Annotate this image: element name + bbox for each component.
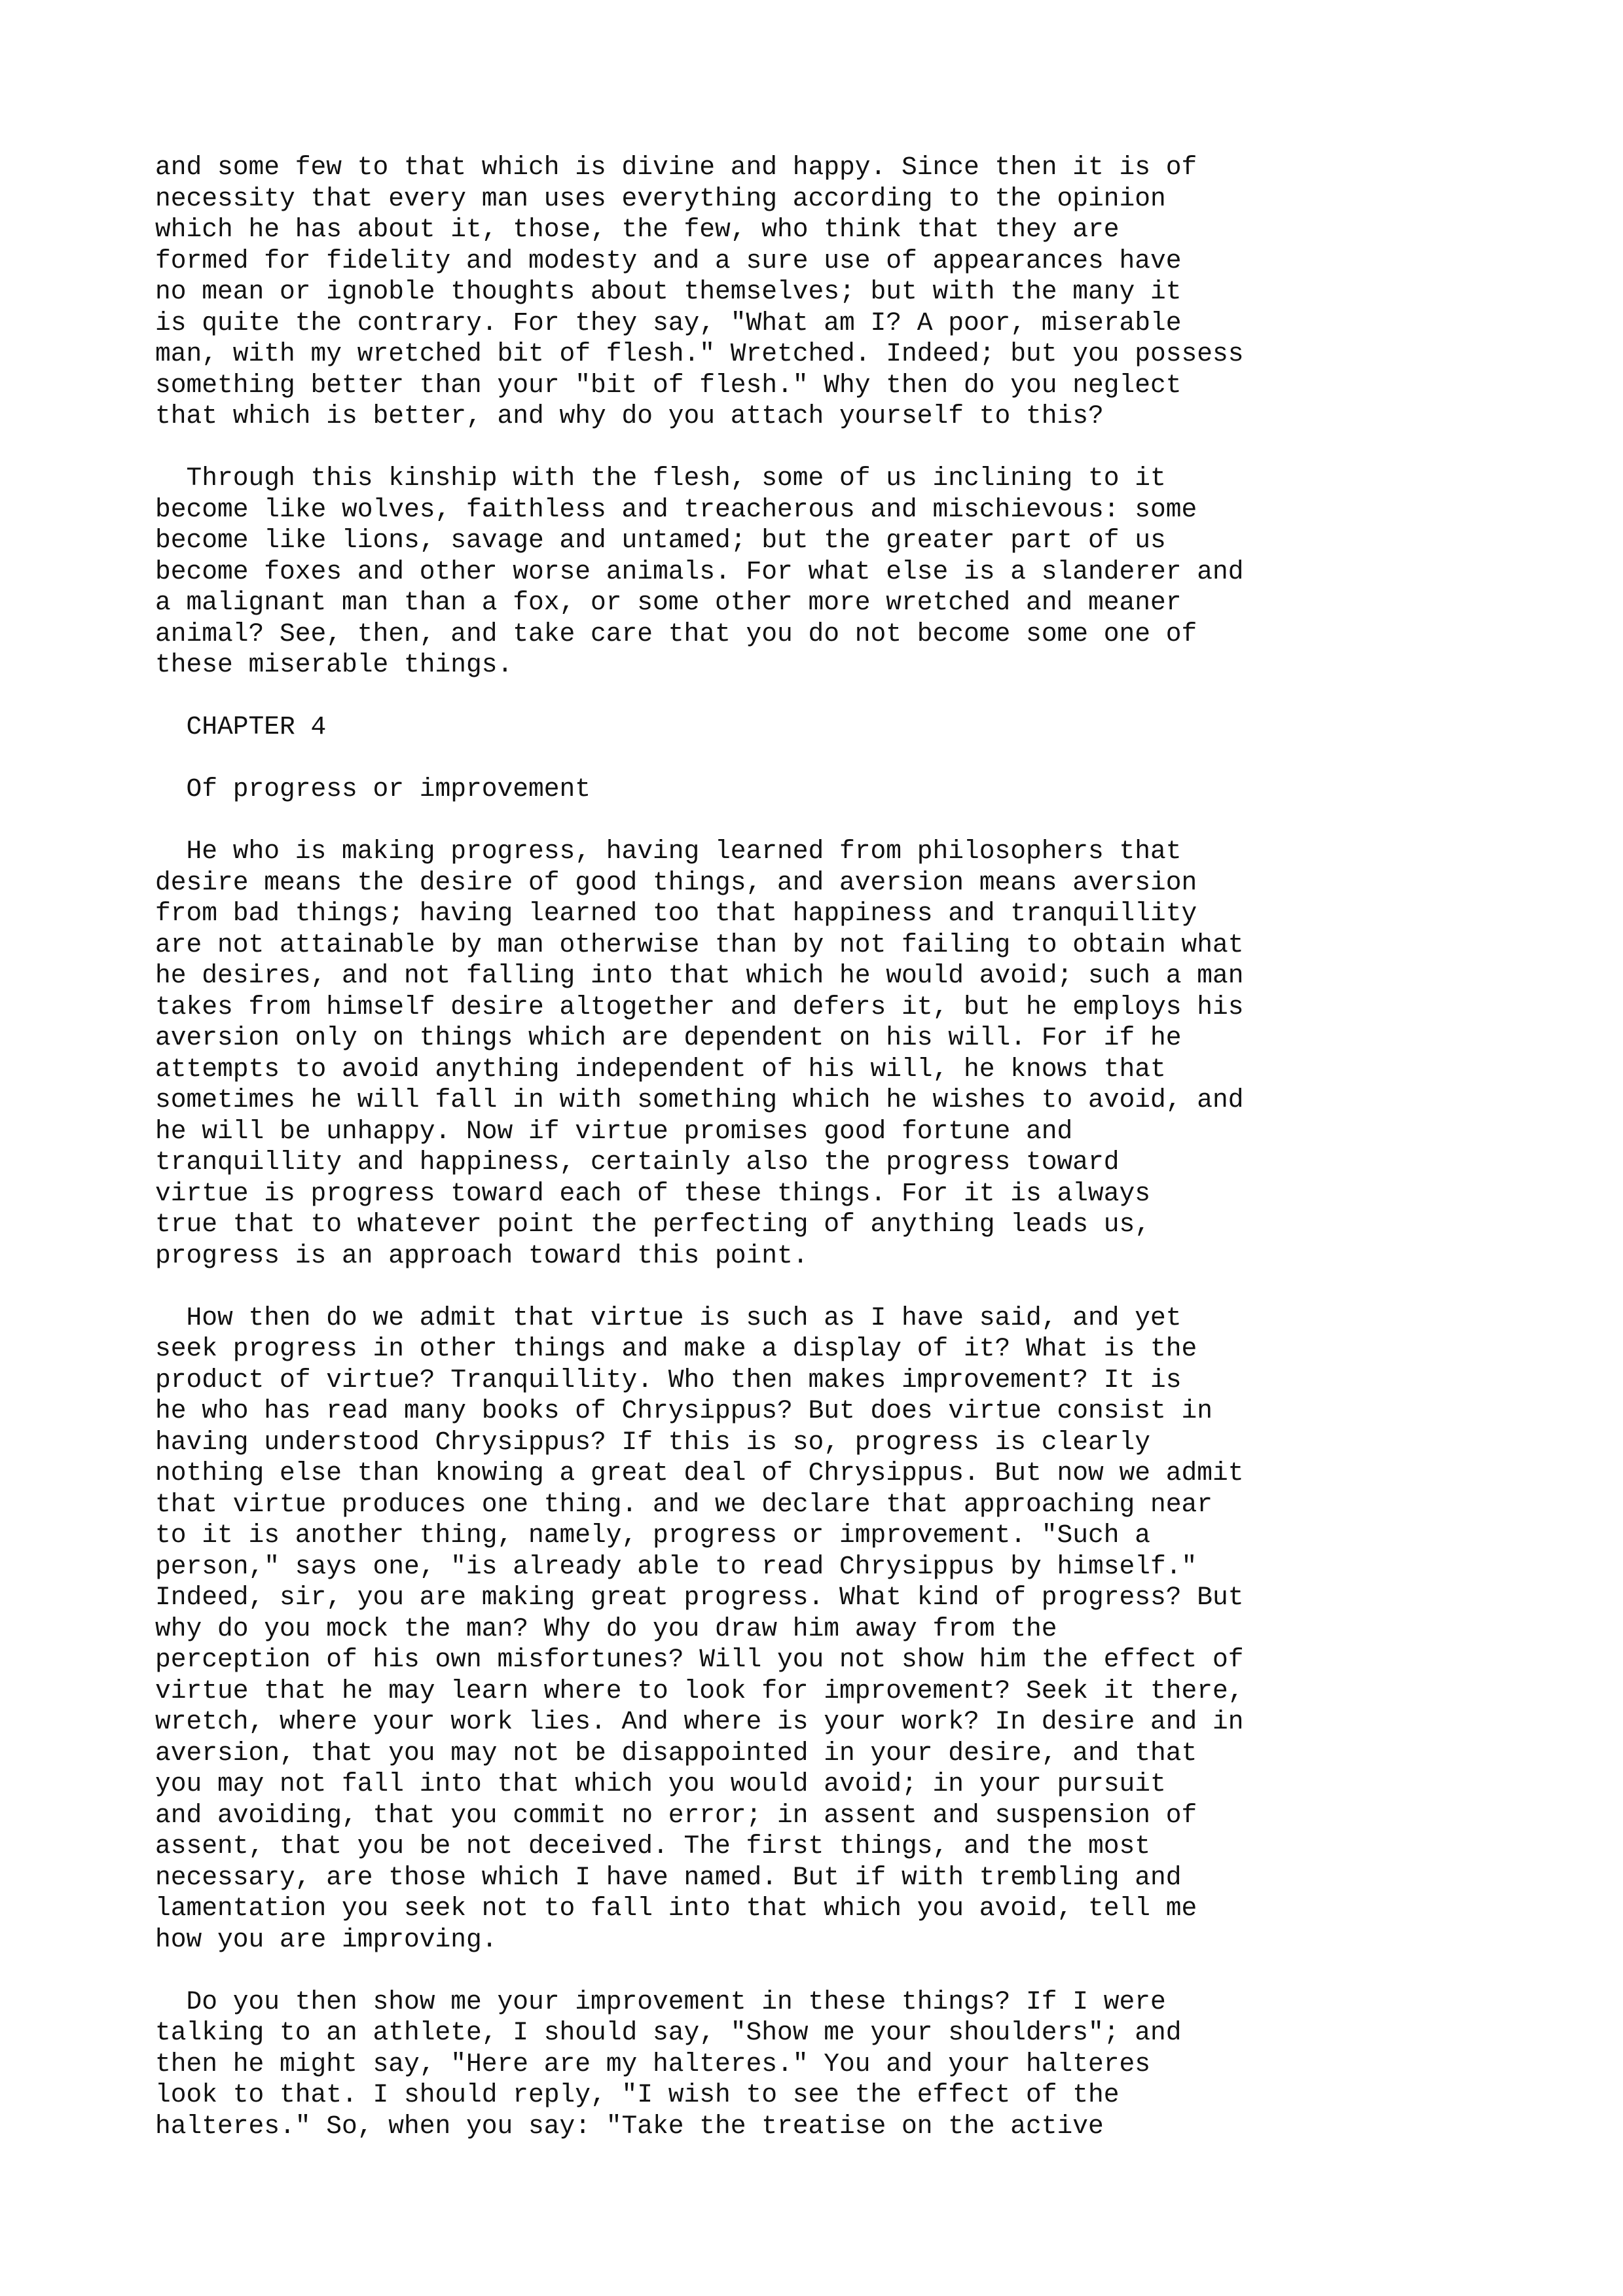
text-line: product of virtue? Tranquillity. Who then makes improvement? It is [155,1365,1182,1395]
text-line: a malignant man than a fox, or some other more wretched and meaner [155,588,1182,617]
text-line: man, with my wretched bit of flesh." Wretched. Indeed; but you possess [155,339,1244,368]
text-line: CHAPTER 4 [155,712,327,742]
text-line: aversion, that you may not be disappointed in your desire, and that [155,1738,1197,1768]
text-line: assent, that you be not deceived. The first things, and the most [155,1831,1151,1861]
text-line [155,1955,1497,1986]
text-line: having understood Chrysippus? If this is so, progress is clearly [155,1427,1151,1457]
text-line: he who has read many books of Chrysippus? But does virtue consist in [155,1396,1213,1426]
text-line: he will be unhappy. Now if virtue promises good fortune and [155,1116,1073,1146]
text-line: and avoiding, that you commit no error; in assent and suspension of [155,1800,1197,1830]
text-line: person," says one, "is already able to read Chrysippus by himself." [155,1551,1197,1581]
text-line: Do you then show me your improvement in these things? If I were [155,1986,1166,2017]
text-line: How then do we admit that virtue is such as I have said, and yet [155,1302,1182,1333]
text-line: you may not fall into that which you would avoid; in your pursuit [155,1769,1166,1799]
text-line: become like wolves, faithless and treacherous and mischievous: some [155,494,1197,524]
text-line: become like lions, savage and untamed; but the greater part of us [155,526,1166,555]
text-line: tranquillity and happiness, certainly also the progress toward [155,1147,1120,1177]
text-line: from bad things; having learned too that happiness and tranquillity [155,899,1197,928]
text-line [155,681,1497,712]
text-line: Of progress or improvement [155,774,591,804]
text-line: how you are improving. [155,1924,498,1954]
text-line: animal? See, then, and take care that you do not become some one of [155,619,1197,649]
text-line: that which is better, and why do you attach yourself to this? [155,401,1104,431]
text-line: aversion only on things which are dependent on his will. For if he [155,1023,1182,1052]
text-line: lamentation you seek not to fall into that which you avoid, tell me [155,1893,1197,1923]
text-line: wretch, where your work lies. And where is your work? In desire and in [155,1707,1244,1736]
text-line: Indeed, sir, you are making great progress. What kind of progress? But [155,1583,1244,1612]
text-line: virtue is progress toward each of these things. For it is always [155,1178,1151,1208]
text-line [155,805,1497,836]
text-line: and some few to that which is divine and happy. Since then it is of [155,152,1197,182]
text-line: become foxes and other worse animals. For what else is a slanderer and [155,556,1244,586]
text-line: look to that. I should reply, "I wish to see the effect of the [155,2080,1120,2109]
text-line: desire means the desire of good things, and aversion means aversion [155,867,1197,897]
text-line: true that to whatever point the perfecting of anything leads us, [155,1210,1151,1239]
text-line: formed for fidelity and modesty and a sure use of appearances have [155,245,1182,276]
text-line: takes from himself desire altogether and defers it, but he employs his [155,992,1244,1022]
text-line: necessity that every man uses everything according to the opinion [155,183,1166,213]
text-line: progress is an approach toward this point. [155,1240,809,1270]
text-line: talking to an athlete, I should say, "Show me your shoulders"; and [155,2018,1182,2047]
text-line: no mean or ignoble thoughts about themselves; but with the many it [155,277,1182,306]
document-text [155,152,1497,2142]
text-line [155,1271,1497,1302]
text-line: necessary, are those which I have named. But if with trembling and [155,1862,1182,1892]
text-line: seek progress in other things and make a display of it? What is the [155,1334,1197,1363]
text-line: something better than your "bit of flesh." Why then do you neglect [155,370,1182,400]
text-line: virtue that he may learn where to look for improvement? Seek it there, [155,1676,1244,1706]
text-line: are not attainable by man otherwise than by not failing to obtain what [155,929,1244,960]
text-line [155,743,1497,774]
text-line: sometimes he will fall in with something which he wishes to avoid, and [155,1085,1244,1115]
text-line: Through this kinship with the flesh, some of us inclining to it [155,463,1166,493]
text-line: to it is another thing, namely, progress or improvement. "Such a [155,1520,1151,1550]
text-line: perception of his own misfortunes? Will you not show him the effect of [155,1645,1244,1674]
text-line: these miserable things. [155,650,513,679]
text-line [155,432,1497,463]
text-line: He who is making progress, having learned from philosophers that [155,836,1182,866]
text-line: then he might say, "Here are my halteres." You and your halteres [155,2049,1151,2079]
text-line: is quite the contrary. For they say, "What am I? A poor, miserable [155,308,1182,338]
text-line: that virtue produces one thing. and we declare that approaching near [155,1489,1213,1519]
text-line: attempts to avoid anything independent of his will, he knows that [155,1054,1166,1084]
text-line: he desires, and not falling into that which he would avoid; such a man [155,961,1244,990]
text-line: halteres." So, when you say: "Take the treatise on the active [155,2111,1104,2141]
text-line: which he has about it, those, the few, who think that they are [155,215,1120,244]
text-line: why do you mock the man? Why do you draw him away from the [155,1613,1057,1643]
text-line: nothing else than knowing a great deal of Chrysippus. But now we admit [155,1458,1244,1488]
